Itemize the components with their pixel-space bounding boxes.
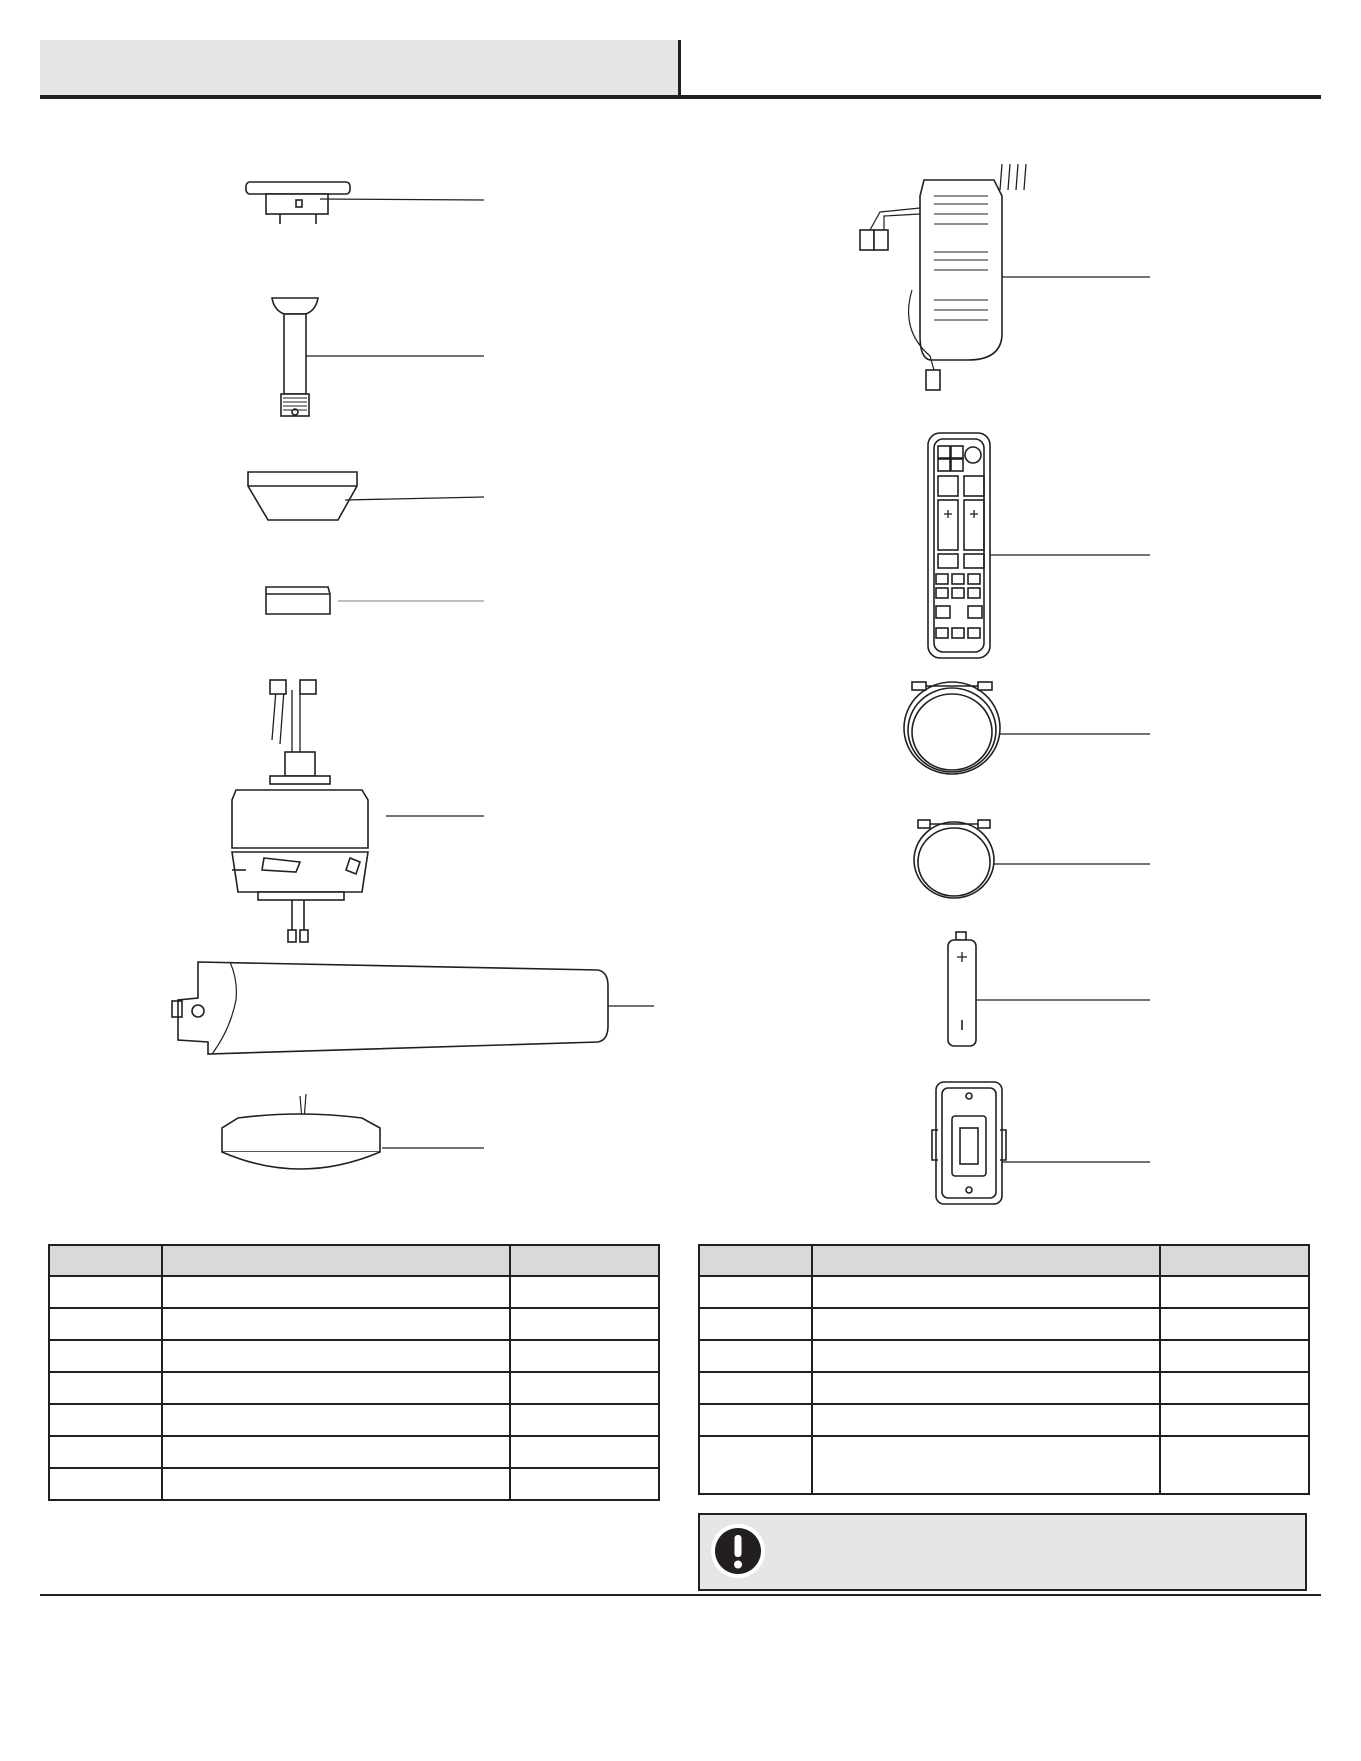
table-row xyxy=(699,1404,1309,1436)
column-header-part xyxy=(699,1245,812,1276)
description-cell xyxy=(162,1436,510,1468)
description-cell xyxy=(812,1340,1160,1372)
part-cell xyxy=(699,1372,812,1404)
table-row xyxy=(49,1468,659,1500)
column-header-part xyxy=(49,1245,162,1276)
quantity-cell xyxy=(1160,1436,1309,1494)
notice-text xyxy=(785,1530,1295,1580)
part-cell xyxy=(49,1340,162,1372)
table-row xyxy=(699,1308,1309,1340)
part-cell xyxy=(49,1372,162,1404)
quantity-cell xyxy=(510,1468,659,1500)
part-cell xyxy=(49,1404,162,1436)
mounting-bracket-illustration xyxy=(246,182,484,224)
quantity-cell xyxy=(1160,1308,1309,1340)
part-cell xyxy=(699,1308,812,1340)
footer-rule xyxy=(40,1594,1321,1596)
table-row xyxy=(699,1340,1309,1372)
quantity-cell xyxy=(510,1340,659,1372)
description-cell xyxy=(812,1436,1160,1494)
part-cell xyxy=(49,1308,162,1340)
downrod-illustration xyxy=(272,298,484,416)
column-header-description xyxy=(812,1245,1160,1276)
description-cell xyxy=(162,1340,510,1372)
part-cell xyxy=(49,1436,162,1468)
extension-wire-long-illustration xyxy=(904,682,1150,774)
table-row xyxy=(49,1276,659,1308)
table-row xyxy=(49,1340,659,1372)
table-row xyxy=(699,1436,1309,1494)
description-cell xyxy=(812,1404,1160,1436)
table-header-row xyxy=(699,1245,1309,1276)
extension-wire-short-illustration xyxy=(914,820,1150,898)
description-cell xyxy=(162,1372,510,1404)
quantity-cell xyxy=(1160,1404,1309,1436)
table-row xyxy=(49,1436,659,1468)
table-header-row xyxy=(49,1245,659,1276)
column-header-description xyxy=(162,1245,510,1276)
quantity-cell xyxy=(1160,1372,1309,1404)
part-cell xyxy=(49,1276,162,1308)
quantity-cell xyxy=(510,1404,659,1436)
quantity-cell xyxy=(510,1436,659,1468)
motor-assembly-illustration xyxy=(232,680,484,942)
description-cell xyxy=(812,1308,1160,1340)
quantity-cell xyxy=(1160,1276,1309,1308)
parts-table-left xyxy=(48,1244,660,1501)
table-row xyxy=(699,1276,1309,1308)
wall-cradle-illustration xyxy=(932,1082,1150,1204)
part-cell xyxy=(699,1340,812,1372)
part-cell xyxy=(699,1404,812,1436)
quantity-cell xyxy=(510,1276,659,1308)
description-cell xyxy=(162,1468,510,1500)
description-cell xyxy=(162,1404,510,1436)
table-row xyxy=(49,1404,659,1436)
part-cell xyxy=(49,1468,162,1500)
table-row xyxy=(49,1308,659,1340)
remote-control-illustration xyxy=(928,433,1150,658)
column-header-quantity xyxy=(1160,1245,1309,1276)
description-cell xyxy=(812,1372,1160,1404)
description-cell xyxy=(162,1308,510,1340)
canopy-illustration xyxy=(248,472,484,520)
blade-illustration xyxy=(172,962,654,1054)
description-cell xyxy=(812,1276,1160,1308)
parts-table-right xyxy=(698,1244,1310,1495)
part-cell xyxy=(699,1276,812,1308)
description-cell xyxy=(162,1276,510,1308)
battery-illustration xyxy=(948,932,1150,1046)
coupling-cover-illustration xyxy=(266,587,484,614)
part-cell xyxy=(699,1436,812,1494)
table-row xyxy=(49,1372,659,1404)
light-kit-illustration xyxy=(222,1094,484,1169)
quantity-cell xyxy=(1160,1340,1309,1372)
quantity-cell xyxy=(510,1372,659,1404)
receiver-illustration xyxy=(860,164,1150,390)
quantity-cell xyxy=(510,1308,659,1340)
table-row xyxy=(699,1372,1309,1404)
column-header-quantity xyxy=(510,1245,659,1276)
exclamation-icon xyxy=(709,1522,767,1580)
